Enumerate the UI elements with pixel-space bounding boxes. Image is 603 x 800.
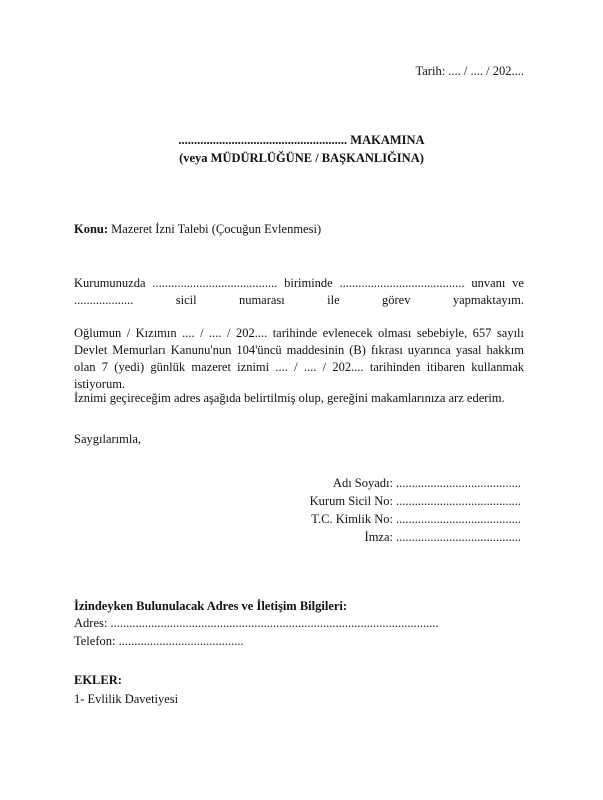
signature-blank: ........................................ <box>396 476 521 490</box>
contact-section-title: İzindeyken Bulunulacak Adres ve İletişim Bilgileri: <box>74 599 348 613</box>
signature-row-id <box>250 512 524 527</box>
signature-row-name <box>250 476 524 491</box>
word: ile <box>327 293 340 307</box>
word: ve <box>512 276 524 290</box>
signature-row-signature <box>250 530 524 545</box>
signature-label: T.C. Kimlik No: <box>311 512 393 526</box>
contact-address-line: Adres: ......................................................................................................... <box>74 616 439 630</box>
word: görev <box>381 293 411 307</box>
paragraph-employment <box>74 275 524 309</box>
word: sicil <box>175 293 197 307</box>
title-blank: ........................................ <box>339 276 465 290</box>
subject-label: Konu: <box>74 222 109 236</box>
addressee-line: ...................................................... MAKAMINA <box>178 133 425 147</box>
word: yapmaktayım. <box>452 293 524 307</box>
contact-phone-line: Telefon: ........................................ <box>74 634 244 648</box>
signature-blank: ........................................ <box>396 494 521 508</box>
word: Kurumunuzda <box>74 276 146 290</box>
paragraph-employment-line-2 <box>74 292 524 309</box>
word: biriminde <box>284 276 333 290</box>
subject-line <box>74 222 321 237</box>
word: unvanı <box>471 276 506 290</box>
paragraph-address-note: İznimi geçireceğim adres aşağıda belirtilmiş olup, gereğini makamlarınıza arz ederim. <box>74 391 505 405</box>
registry-blank: ................... <box>74 293 134 307</box>
signature-label: İmza: <box>364 530 393 544</box>
subject-text: Mazeret İzni Talebi (Çocuğun Evlenmesi) <box>111 222 322 236</box>
word: numarası <box>238 293 285 307</box>
signature-blank: ........................................ <box>396 530 521 544</box>
signature-label: Adı Soyadı: <box>332 476 393 490</box>
addressee-alternative-line: (veya MÜDÜRLÜĞÜNE / BAŞKANLIĞINA) <box>179 151 424 165</box>
closing-salutation: Saygılarımla, <box>74 432 141 446</box>
signature-blank: ........................................ <box>396 512 521 526</box>
date-line: Tarih: .... / .... / 202.... <box>415 64 524 78</box>
paragraph-employment-line-1 <box>74 275 524 292</box>
signature-row-registry <box>250 494 524 509</box>
paragraph-leave-request: Oğlumun / Kızımın .... / .... / 202.... tarihinde evlenecek olması sebebiyle, 657 sayılı Devlet Memurları Kanunu'nun 104'üncü maddesinin (B) fıkrası uyarınca yasal hakkım olan 7 (yedi) günlük mazeret iznimi .... / .... / 202.... tarihinden itibaren kullanmak istiyorum. <box>74 326 524 391</box>
signature-label: Kurum Sicil No: <box>309 494 393 508</box>
unit-blank: ........................................ <box>152 276 278 290</box>
attachment-item: 1- Evlilik Davetiyesi <box>74 692 179 706</box>
attachments-title: EKLER: <box>74 673 122 687</box>
